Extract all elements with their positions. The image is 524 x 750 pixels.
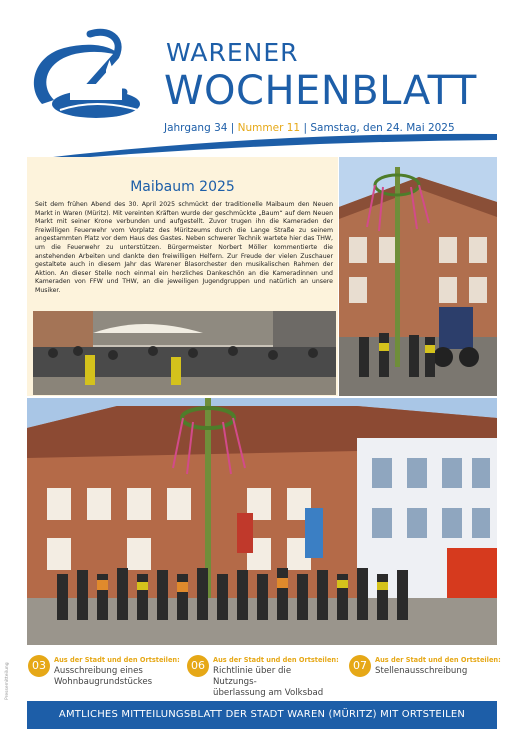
- photo-maypole-raising: [339, 157, 497, 396]
- teaser-heading: Aus der Stadt und den Ortsteilen:: [213, 656, 339, 664]
- teaser-heading: Aus der Stadt und den Ortsteilen:: [375, 656, 501, 664]
- teaser-page-06[interactable]: [187, 655, 337, 699]
- issue-separator: |: [230, 122, 235, 134]
- teaser-text-line: Stellenausschreibung: [375, 666, 468, 676]
- teaser-text-line: überlassung am Volksbad: [213, 688, 324, 698]
- photo-crowd-market: [33, 311, 336, 395]
- teaser-text-line: Richtlinie über die Nutzungs-: [213, 666, 292, 687]
- article-body: Seit dem frühen Abend des 30. April 2025 schmückt der traditionelle Maibaum den Neuen Markt in Waren (Müritz). Mit vereinten Kräften wurde der geschmückte „Baum“ auf dem Neuen Markt mit seiner Krone verbunden und aufgestellt. Zuvor trugen ihn die Kameraden der Freiwilligen Feuerwehr vom Vorplatz des Müritzeums durch die Lange Straße zu seinem angestammten Platz vor dem Haus des Gastes. Neben schwerer Technik wartete hier das THW, um die Feuerwehr zu unterstützen. Bürgermeister Norbert Möller kommentierte die anstehenden Arbeiten und dankte den freiwilligen Helfern. Zur Freude der vielen Zuschauer gestaltete auch in diesem Jahr das Warener Blasorchester den musikalischen Rahmen der Aktion. An dieser Stelle noch einmal ein herzliches Dankeschön an die Kameradinnen und Kameraden von FFW und THW, an die jeweiligen Jugendgruppen und natürlich an unsere Musiker.: [35, 201, 333, 294]
- town-logo: [24, 26, 154, 126]
- masthead-title-line2: WOCHENBLATT: [164, 68, 477, 114]
- teaser-text: [213, 666, 337, 699]
- issue-date: Samstag, den 24. Mai 2025: [310, 122, 455, 134]
- side-note: Pressemitteilung: [5, 662, 10, 700]
- teaser-heading: Aus der Stadt und den Ortsteilen:: [54, 656, 180, 664]
- masthead-title-line1: WARENER: [166, 38, 299, 67]
- article-headline: Maibaum 2025: [130, 179, 235, 195]
- page-number-badge: 07: [349, 655, 371, 677]
- teaser-text: [375, 666, 467, 677]
- page-number-badge: 06: [187, 655, 209, 677]
- footer-banner: AMTLICHES MITTEILUNGSBLATT DER STADT WAREN (MÜRITZ) MIT ORTSTEILEN: [27, 701, 497, 729]
- photo-group-in-front-of-houses: [27, 398, 497, 645]
- teaser-text-line: Ausschreibung eines: [54, 666, 143, 676]
- issue-number: Nummer 11: [237, 122, 301, 134]
- teaser-page-03[interactable]: [28, 655, 178, 699]
- page-number-badge: 03: [28, 655, 50, 677]
- teaser-page-07[interactable]: [349, 655, 499, 699]
- issue-separator: |: [303, 122, 308, 134]
- teaser-text: [54, 666, 152, 688]
- teaser-text-line: Wohnbaugrundstückes: [54, 677, 153, 687]
- issue-volume: Jahrgang 34: [164, 122, 228, 134]
